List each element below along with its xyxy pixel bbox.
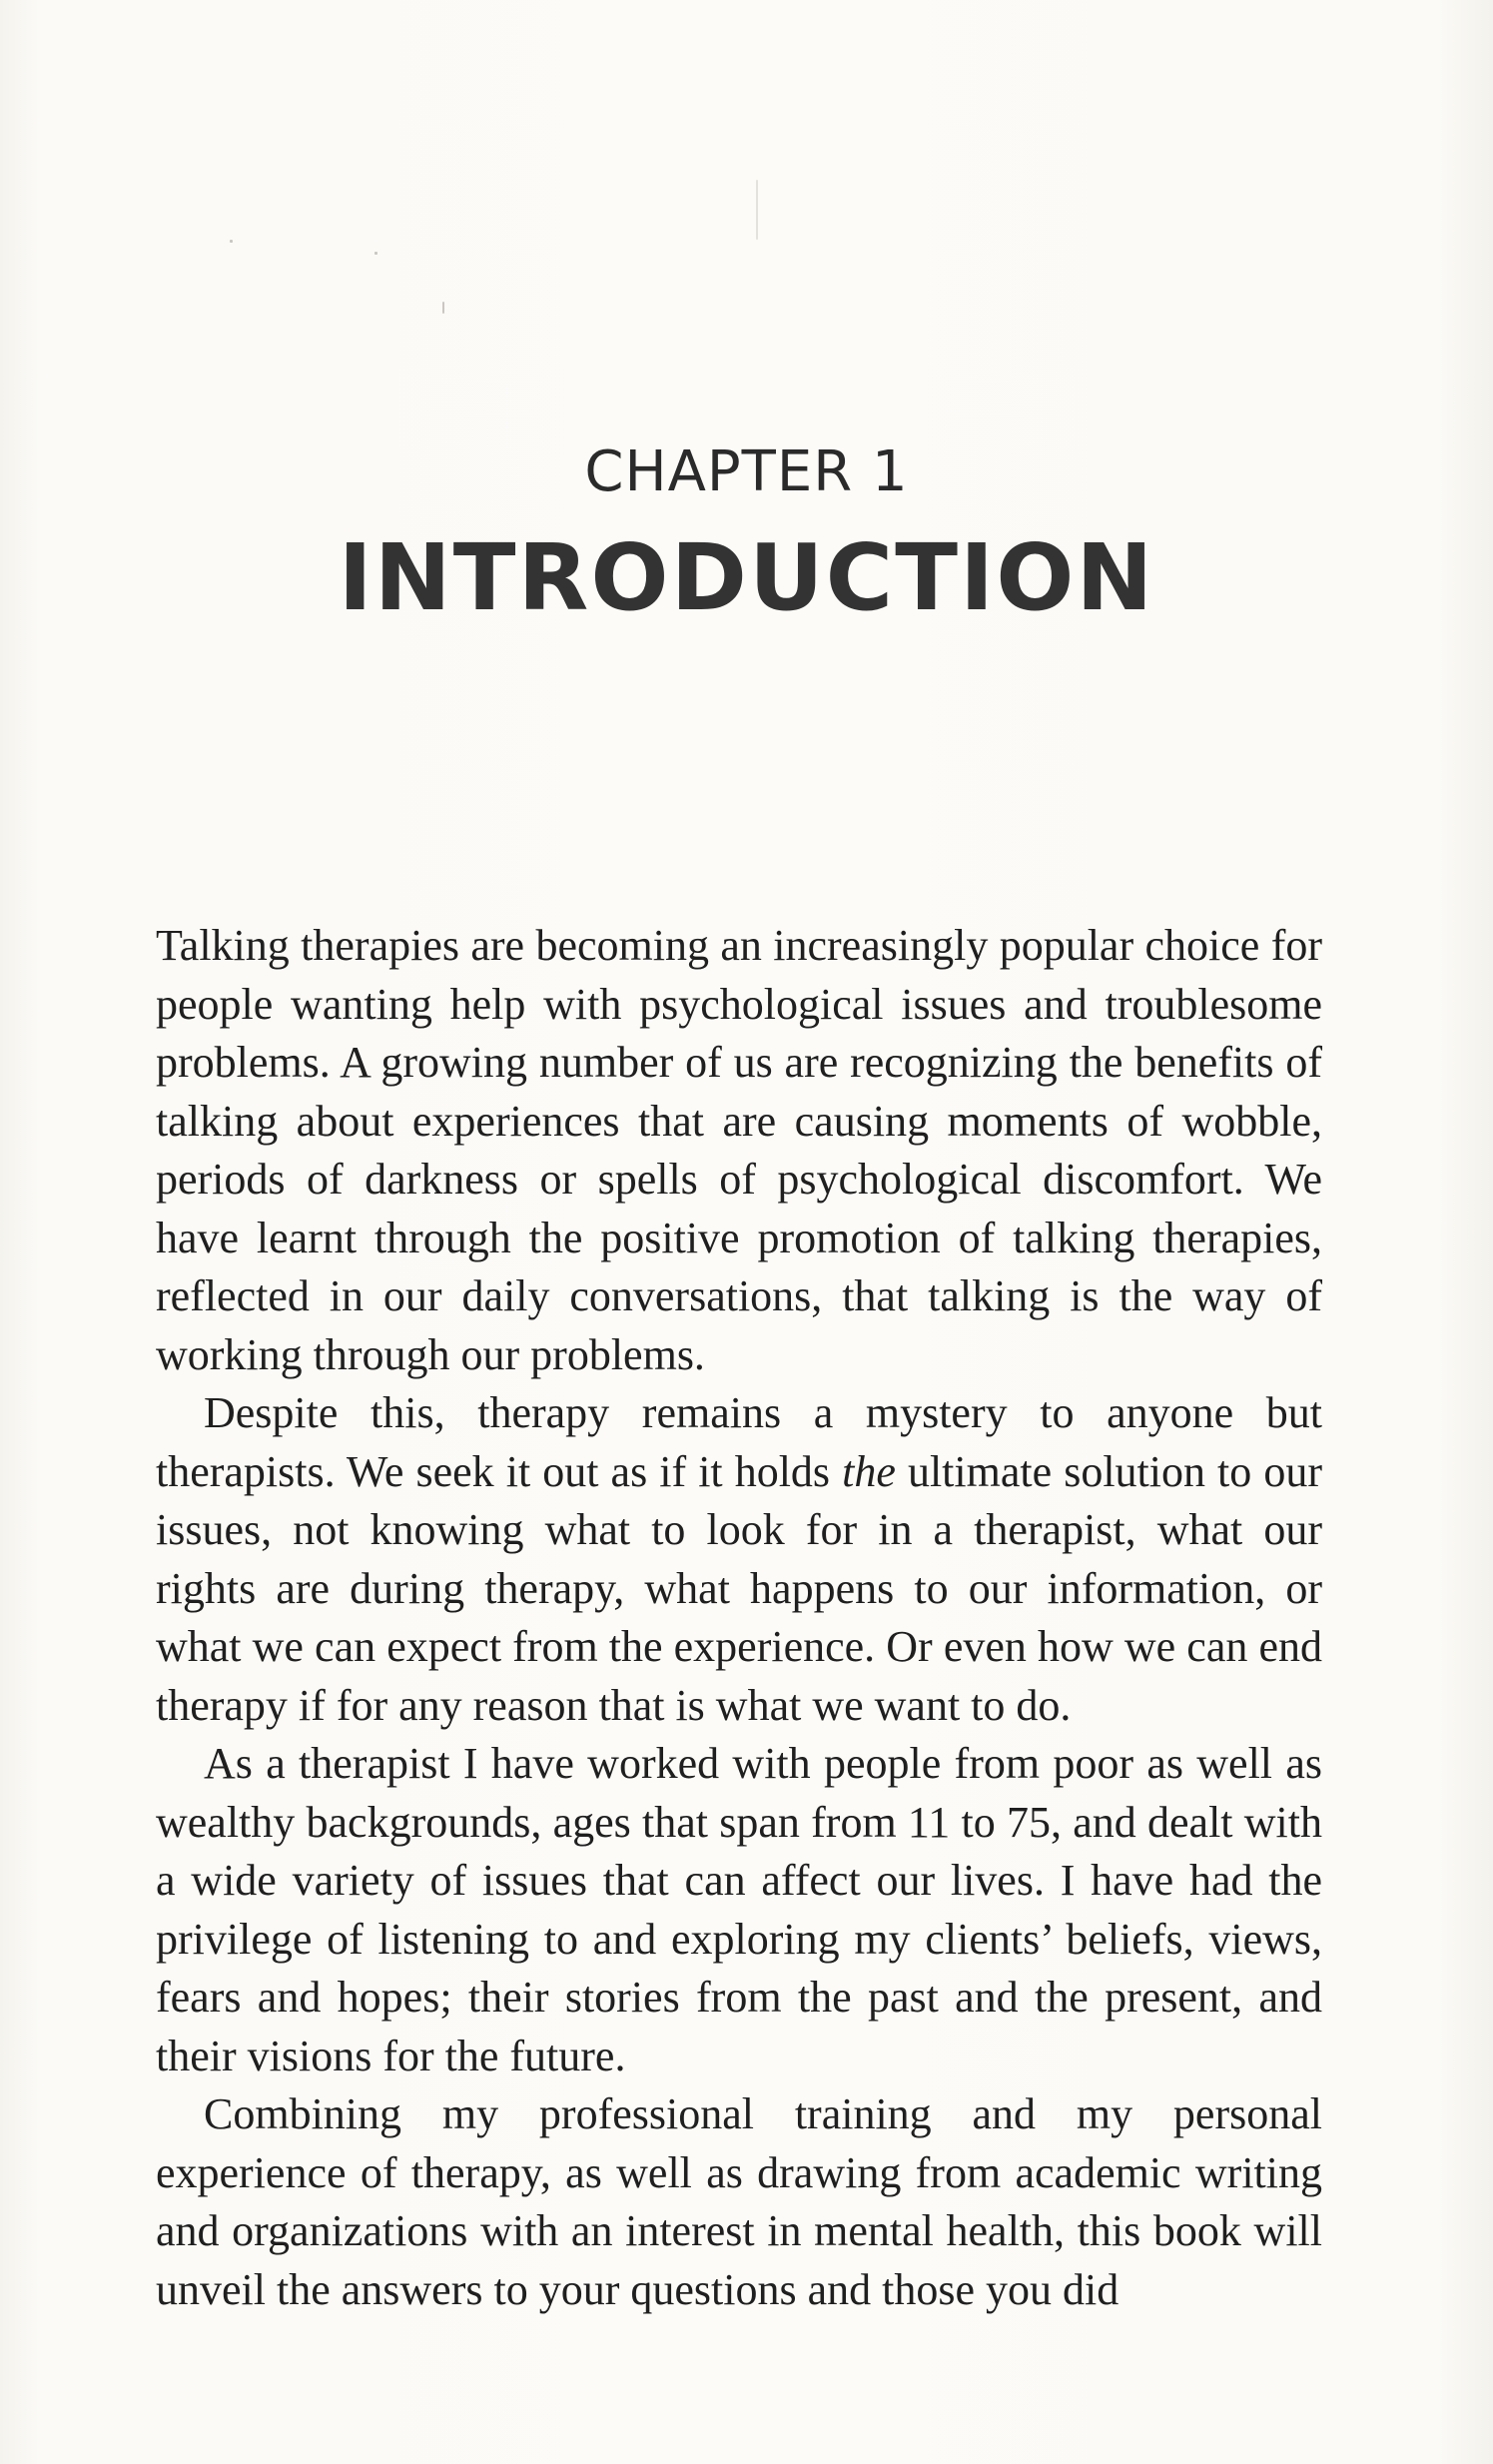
- chapter-title: INTRODUCTION: [338, 524, 1155, 631]
- scan-speck: [442, 302, 444, 314]
- scan-speck: [230, 240, 233, 243]
- chapter-label: CHAPTER 1: [584, 439, 909, 504]
- scan-speck: [374, 252, 377, 255]
- paragraph-1: Talking therapies are becoming an increasingly popular choice for people wanting help with psychological issues and troublesome problems. A growing number of us are recognizing the benefits of talking about experiences that are causing moments of wobble, periods of darkness or spells of psychological discomfort. We have learnt through the positive promotion of talking therapies, reflected in our daily conversations, that talking is the way of working through our problems.: [156, 921, 1322, 1379]
- paragraph-2-emphasis: the: [842, 1446, 896, 1496]
- paragraph-2-text-start: Despite this, therapy remains a mystery to anyone but therapists. We seek it out as if it holds: [156, 1388, 1322, 1496]
- paragraph-4: Combining my professional training and my personal experience of therapy, as well as drawing from academic writing and organizations with an interest in mental health, this book will unveil the answers to your questions and those you did: [156, 2089, 1322, 2314]
- paragraph-3: As a therapist I have worked with people from poor as well as wealthy backgrounds, ages that span from 11 to 75, and dealt with a wide variety of issues that can affect our lives. I have had the privilege of listening to and exploring my clients’ beliefs, views, fears and hopes; their stories from the past and the present, and their visions for the future.: [156, 1739, 1322, 2080]
- scan-speck: [756, 180, 758, 240]
- paragraph-2: [156, 1384, 1322, 1735]
- body-text: [156, 917, 1322, 2319]
- paragraph-2-text-end: ultimate solution to our issues, not knowing what to look for in a therapist, what our rights are during therapy, what happens to our information, or what we can expect from the experience. Or even how we can end therapy if for any reason that is what we want to do.: [156, 1446, 1322, 1730]
